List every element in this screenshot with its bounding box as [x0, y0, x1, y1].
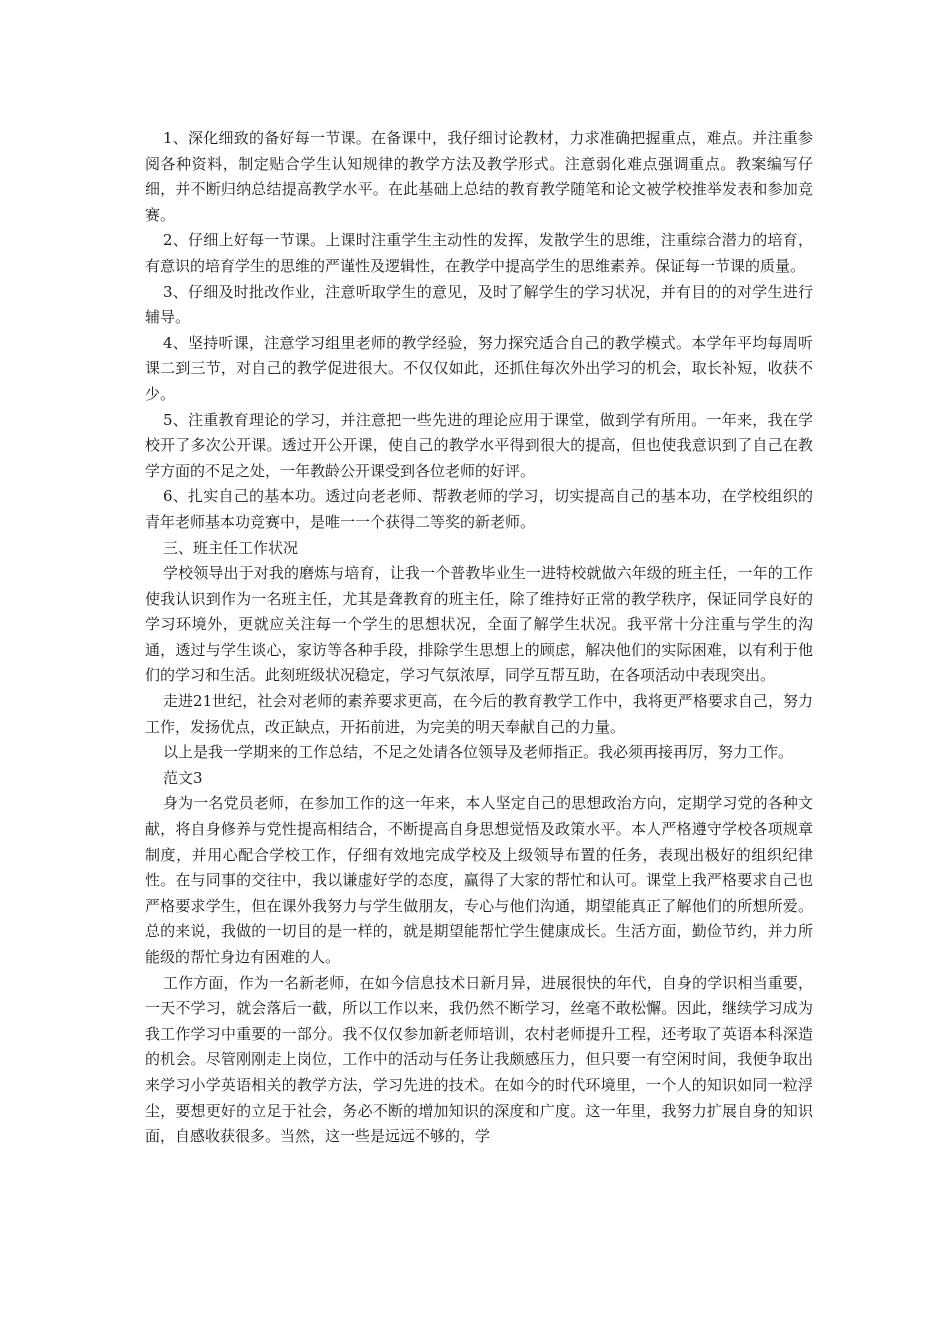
paragraph-work-aspects: 工作方面，作为一名新老师，在如今信息技术日新月异，进展很快的年代，自身的学识相当重要，一天不学习，就会落后一截，所以工作以来，我仍然不断学习，丝毫不敢松懈。因此，继续学习成为我工作学习中重要的一部分。我不仅仅参加新老师培训，农村老师提升工程，还考取了英语本科深造的机会。尽管刚刚走上岗位，工作中的活动与任务让我颇感压力，但只要一有空闲时间，我便争取出来学习小学英语相关的教学方法，学习先进的技术。在如今的时代环境里，一个人的知识如同一粒浮尘，要想更好的立足于社会，务必不断的增加知识的深度和广度。这一年里，我努力扩展自身的知识面，自感收获很多。当然，这一些是远远不够的，学 — [145, 973, 813, 1146]
section-heading-class-teacher: 三、班主任工作状况 — [163, 538, 299, 557]
paragraph-party-member: 身为一名党员老师，在参加工作的这一年来，本人坚定自己的思想政治方向，定期学习党的各种文献，将自身修养与党性提高相结合，不断提高自身思想觉悟及政策水平。本人严格遵守学校各项规章制度，并用心配合学校工作，仔细有效地完成学校及上级领导布置的任务，表现出极好的组织纪律性。在与同事的交往中，我以谦虚好学的态度，赢得了大家的帮忙和认可。课堂上我严格要求自己也严格要求学生，但在课外我努力与学生做朋友，专心与他们沟通，期望能真正了解他们的所想所爱。总的来说，我做的一切目的是一样的，就是期望能帮忙学生健康成长。生活方面，勤俭节约，并力所能级的帮忙身边有困难的人。 — [145, 794, 813, 966]
paragraph-teaching-class: 2、仔细上好每一节课。上课时注重学生主动性的发挥，发散学生的思维，注重综合潜力的培育，有意识的培育学生的思维的严谨性及逻辑性，在教学中提高学生的思维素养。保证每一节课的质量。 — [145, 231, 813, 275]
paragraph-theory-study: 5、注重教育理论的学习，并注意把一些先进的理论应用于课堂，做到学有所用。一年来，我在学校开了多次公开课。透过开公开课，使自己的教学水平得到很大的提高，但也使我意识到了自己在教学方面的不足之处，一年教龄公开课受到各位老师的好评。 — [145, 410, 813, 480]
paragraph-class-teacher-work: 学校领导出于对我的磨炼与培育，让我一个普教毕业生一进特校就做六年级的班主任，一年的工作使我认识到作为一名班主任，尤其是聋教育的班主任，除了维持好正常的教学秩序，保证同学良好的学习环境外，更就应关注每一个学生的思想状况，全面了解学生状况。我平常十分注重与学生的沟通，透过与学生谈心，家访等各种手段，排除学生思想上的顾虑，解决他们的实际困难，以有利于他们的学习和生活。此刻班级状况稳定，学习气氛浓厚，同学互帮互助，在各项活动中表现突出。 — [145, 564, 813, 685]
paragraph-basic-skills: 6、扎实自己的基本功。透过向老老师、帮教老师的学习，切实提高自己的基本功，在学校组织的青年老师基本功竞赛中，是唯一一个获得二等奖的新老师。 — [145, 487, 813, 531]
section-heading-sample-3: 范文3 — [163, 768, 203, 787]
paragraph-summary-closing: 以上是我一学期来的工作总结，不足之处请各位领导及老师指正。我必须再接再厉，努力工作。 — [163, 743, 794, 762]
paragraph-observe-classes: 4、坚持听课，注意学习组里老师的教学经验，努力探究适合自己的教学模式。本学年平均每周听课二到三节，对自己的教学促进很大。不仅仅如此，还抓住每次外出学习的机会，取长补短，收获不少。 — [145, 333, 813, 403]
document-body — [145, 126, 813, 1150]
paragraph-homework: 3、仔细及时批改作业，注意听取学生的意见，及时了解学生的学习状况，并有目的的对学生进行辅导。 — [145, 282, 813, 327]
paragraph-lesson-prep: 1、深化细致的备好每一节课。在备课中，我仔细讨论教材，力求准确把握重点，难点。并注重参阅各种资料，制定贴合学生认知规律的教学方法及教学形式。注意弱化难点强调重点。教案编写仔细，并不断归纳总结提高教学水平。在此基础上总结的教育教学随笔和论文被学校推举发表和参加竞赛。 — [145, 129, 813, 224]
paragraph-future-outlook: 走进21世纪，社会对老师的素养要求更高，在今后的教育教学工作中，我将更严格要求自己，努力工作，发扬优点，改正缺点，开拓前进，为完美的明天奉献自己的力量。 — [145, 692, 813, 736]
